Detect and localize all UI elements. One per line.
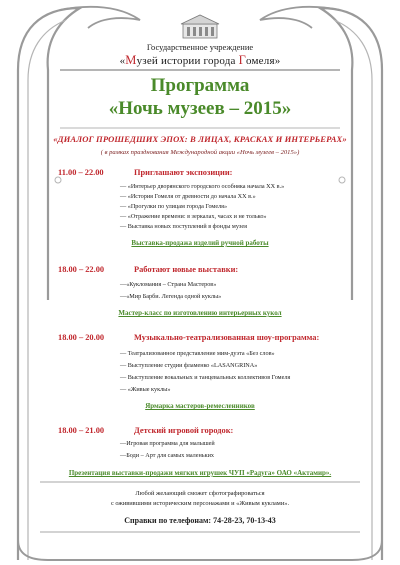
dialog-headline: «ДИАЛОГ ПРОШЕДШИХ ЭПОХ: В ЛИЦАХ, КРАСКАХ И ИНТЕРЬЕРАХ»	[53, 134, 347, 144]
section-title: Приглашают экспозиции:	[134, 168, 233, 177]
list-item: —«Мир Барби. Легенда одной куклы»	[120, 293, 222, 300]
dialog-subline: ( в рамках празднования Международной акции «Ночь музеев – 2015»)	[100, 149, 300, 156]
section-time: 18.00 – 21.00	[58, 426, 105, 435]
section-title: Музыкально-театрализованная шоу-программа:	[134, 333, 320, 342]
list-item: — Выставка новых поступлений в фонды музея	[120, 223, 247, 230]
list-item: —Игровая программа для малышей	[120, 440, 215, 447]
section-note: Выставка-продажа изделий ручной работы	[131, 239, 269, 247]
institution-label: Государственное учреждение	[146, 42, 254, 52]
section-time: 11.00 – 22.00	[58, 168, 104, 177]
program-title: Программа	[150, 75, 250, 96]
list-item: — «Живые куклы»	[120, 386, 171, 393]
program-subtitle: «Ночь музеев – 2015»	[108, 98, 292, 119]
museum-building-icon	[181, 15, 219, 38]
list-item: — «Прогулки по улицам города Гомеля»	[120, 203, 228, 210]
list-item: —«Кукломания – Страна Мастеров»	[120, 281, 217, 288]
section-note: Ярмарка мастеров-ремесленников	[145, 402, 255, 410]
list-item: — Выступление студии фламенко «LASANGRINA»	[120, 362, 258, 369]
contact-phones: Справки по телефонам: 74-28-23, 70-13-43	[124, 516, 276, 525]
list-item: — «Интерьер дворянского городского особняка начала XX в.»	[120, 183, 285, 190]
section-title: Работают новые выставки:	[134, 265, 239, 274]
list-item: — Театрализованное представление мим-дуэта «Без слов»	[120, 350, 275, 357]
list-item: — Выступление вокальных и танцевальных коллективов Гомеля	[120, 374, 291, 381]
section-time: 18.00 – 22.00	[58, 265, 105, 274]
section-note: Мастер-класс по изготовлению интерьерных кукол	[118, 309, 282, 317]
footer-line: Любой желающий сможет сфотографироваться	[135, 490, 265, 497]
list-item: — «История Гомеля от древности до начала XX в.»	[120, 193, 256, 200]
section-note: Презентация выставки-продажи мягких игрушек ЧУП «Радуга» ОАО «Актамир».	[68, 469, 332, 477]
footer-line: с оживившими историческим персонажами и «Живым куклами».	[110, 500, 290, 507]
list-item: —Боди – Арт для самых маленьких	[120, 452, 214, 459]
section-time: 18.00 – 20.00	[58, 333, 105, 342]
list-item: — «Отражение времени: в зеркалах, часах и не только»	[120, 213, 267, 220]
museum-name: «Музей истории города Гомеля»	[119, 53, 281, 67]
section-title: Детский игровой городок:	[134, 426, 234, 435]
